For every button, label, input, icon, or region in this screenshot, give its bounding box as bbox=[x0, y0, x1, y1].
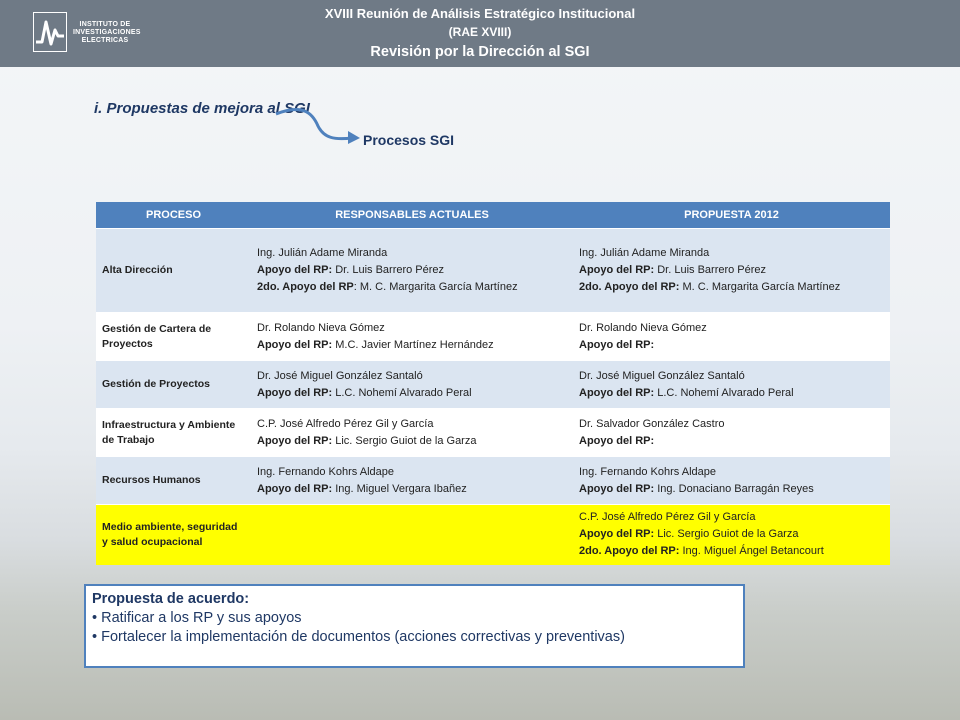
current-responsibles-cell bbox=[251, 313, 573, 361]
process-name: Alta Dirección bbox=[96, 229, 251, 313]
person-name: C.P. José Alfredo Pérez Gil y García bbox=[579, 511, 756, 524]
person-name: : M. C. Margarita García Martínez bbox=[353, 281, 518, 293]
agreement-box bbox=[84, 584, 745, 668]
role-label: Apoyo del RP: bbox=[579, 386, 655, 399]
proposal-cell bbox=[573, 409, 890, 457]
person-name: Dr. Rolando Nieva Gómez bbox=[579, 321, 707, 334]
person-name: Ing. Julián Adame Miranda bbox=[579, 247, 710, 259]
process-name: Recursos Humanos bbox=[96, 457, 251, 505]
column-header-propuesta: PROPUESTA 2012 bbox=[573, 202, 890, 229]
person-name: L.C. Nohemí Alvarado Peral bbox=[332, 386, 472, 399]
person-name: Ing. Julián Adame Miranda bbox=[257, 247, 388, 259]
person-name: Ing. Miguel Vergara Ibañez bbox=[332, 482, 467, 495]
current-responsibles-cell bbox=[251, 229, 573, 313]
person-name: Lic. Sergio Guiot de la Garza bbox=[654, 528, 799, 541]
table-row bbox=[96, 229, 890, 313]
table-row bbox=[96, 505, 890, 565]
role-label: 2do. Apoyo del RP: bbox=[579, 281, 680, 293]
person-name: M. C. Margarita García Martínez bbox=[679, 281, 841, 293]
responsible-line bbox=[257, 321, 567, 336]
person-name: Dr. Rolando Nieva Gómez bbox=[257, 321, 385, 334]
person-name: Dr. José Miguel González Santaló bbox=[257, 369, 423, 382]
proposal-cell bbox=[573, 229, 890, 313]
curved-arrow-icon bbox=[272, 100, 368, 148]
responsible-line bbox=[257, 369, 567, 384]
responsible-line bbox=[257, 434, 567, 449]
current-responsibles-cell bbox=[251, 505, 573, 565]
agreement-item: • Ratificar a los RP y sus apoyos bbox=[92, 610, 302, 626]
role-label: Apoyo del RP: bbox=[257, 264, 333, 276]
person-name: Lic. Sergio Guiot de la Garza bbox=[332, 434, 477, 447]
process-name: Gestión de Proyectos bbox=[96, 361, 251, 409]
header-bar bbox=[0, 0, 960, 67]
person-name: Ing. Fernando Kohrs Aldape bbox=[579, 465, 716, 478]
role-label: Apoyo del RP: bbox=[257, 482, 333, 495]
section-title: i. Propuestas de mejora al SGI bbox=[94, 100, 310, 117]
role-label: 2do. Apoyo del RP: bbox=[579, 545, 680, 558]
role-label: Apoyo del RP: bbox=[579, 482, 655, 495]
role-label: Apoyo del RP: bbox=[579, 528, 655, 541]
role-label: Apoyo del RP: bbox=[579, 338, 655, 351]
responsible-line bbox=[579, 386, 884, 401]
agreement-title: Propuesta de acuerdo: bbox=[92, 591, 250, 607]
table-row bbox=[96, 361, 890, 409]
table-row bbox=[96, 313, 890, 361]
responsible-line bbox=[579, 482, 884, 497]
responsible-line bbox=[579, 417, 884, 432]
role-label: Apoyo del RP: bbox=[579, 264, 655, 276]
person-name: L.C. Nohemí Alvarado Peral bbox=[654, 386, 794, 399]
process-table bbox=[96, 202, 890, 565]
proposal-cell bbox=[573, 361, 890, 409]
responsible-line bbox=[257, 280, 567, 295]
responsible-line bbox=[579, 510, 884, 525]
person-name: Dr. Luis Barrero Pérez bbox=[332, 264, 445, 276]
responsible-line bbox=[579, 263, 884, 278]
proposal-cell bbox=[573, 313, 890, 361]
process-name: Medio ambiente, seguridad y salud ocupacional bbox=[96, 505, 251, 565]
person-name: Ing. Fernando Kohrs Aldape bbox=[257, 465, 394, 478]
process-name: Gestión de Cartera de Proyectos bbox=[96, 313, 251, 361]
current-responsibles-cell bbox=[251, 409, 573, 457]
current-responsibles-cell bbox=[251, 361, 573, 409]
responsible-line bbox=[579, 321, 884, 336]
process-name: Infraestructura y Ambiente de Trabajo bbox=[96, 409, 251, 457]
responsible-line bbox=[257, 246, 567, 261]
proposal-cell bbox=[573, 505, 890, 565]
responsible-line bbox=[257, 386, 567, 401]
current-responsibles-cell bbox=[251, 457, 573, 505]
person-name: Ing. Donaciano Barragán Reyes bbox=[654, 482, 814, 495]
person-name: Dr. Salvador González Castro bbox=[579, 417, 725, 430]
column-header-responsables: RESPONSABLES ACTUALES bbox=[251, 202, 573, 229]
responsible-line bbox=[579, 434, 884, 449]
person-name: Ing. Miguel Ángel Betancourt bbox=[679, 545, 824, 558]
role-label: Apoyo del RP: bbox=[257, 386, 333, 399]
responsible-line bbox=[257, 263, 567, 278]
slide-title: Revisión por la Dirección al SGI bbox=[370, 44, 590, 60]
responsible-line bbox=[579, 280, 884, 295]
responsible-line bbox=[579, 527, 884, 542]
event-acronym: (RAE XVIII) bbox=[448, 25, 512, 39]
responsible-line bbox=[257, 482, 567, 497]
responsible-line bbox=[579, 246, 884, 261]
table-header-row bbox=[96, 202, 890, 229]
responsible-line bbox=[579, 338, 884, 353]
section-subtitle: Procesos SGI bbox=[363, 132, 455, 148]
role-label: Apoyo del RP: bbox=[257, 338, 333, 351]
role-label: Apoyo del RP: bbox=[257, 434, 333, 447]
person-name: Dr. Luis Barrero Pérez bbox=[654, 264, 767, 276]
person-name: C.P. José Alfredo Pérez Gil y García bbox=[257, 417, 434, 430]
agreement-item: • Fortalecer la implementación de documentos (acciones correctivas y preventivas) bbox=[92, 629, 625, 645]
responsible-line bbox=[579, 544, 884, 559]
person-name: M.C. Javier Martínez Hernández bbox=[332, 338, 494, 351]
responsible-line bbox=[257, 417, 567, 432]
person-name: Dr. José Miguel González Santaló bbox=[579, 369, 745, 382]
event-title: XVIII Reunión de Análisis Estratégico Institucional bbox=[324, 6, 636, 21]
column-header-proceso: PROCESO bbox=[96, 202, 251, 229]
responsible-line bbox=[579, 465, 884, 480]
responsible-line bbox=[257, 465, 567, 480]
responsible-line bbox=[579, 369, 884, 384]
table-row bbox=[96, 409, 890, 457]
responsible-line bbox=[257, 338, 567, 353]
table-row bbox=[96, 457, 890, 505]
logo-org-name: INSTITUTO DE INVESTIGACIONES ELECTRICAS bbox=[73, 21, 141, 44]
proposal-cell bbox=[573, 457, 890, 505]
role-label: 2do. Apoyo del RP bbox=[257, 281, 354, 293]
role-label: Apoyo del RP: bbox=[579, 434, 655, 447]
